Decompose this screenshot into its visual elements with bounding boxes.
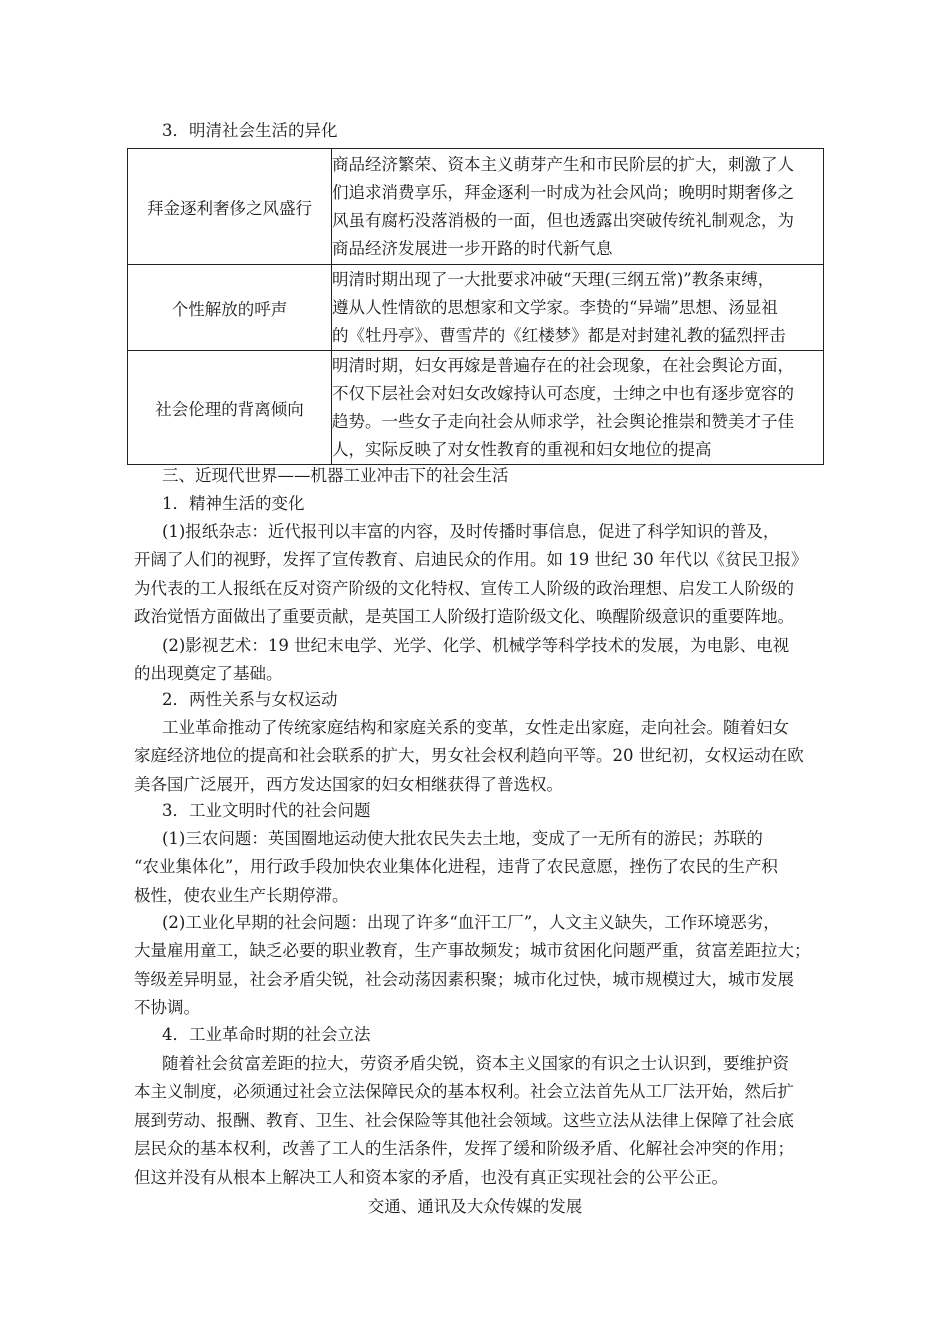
paragraph-line: 但这并没有从根本上解决工人和资本家的矛盾，也没有真正实现社会的公平公正。 bbox=[134, 1167, 728, 1187]
paragraph-industrialization bbox=[134, 909, 824, 1023]
table-row-content bbox=[332, 149, 824, 265]
table-line: 风虽有腐朽没落消极的一面，但也透露出突破传统礼制观念，为 bbox=[332, 210, 794, 230]
paragraph-line: (2)影视艺术：19 世纪末电学、光学、化学、机械学等科学技术的发展，为电影、电视 bbox=[162, 636, 790, 655]
subsection-heading: 4．工业革命时期的社会立法 bbox=[162, 1025, 371, 1044]
table-row-label: 拜金逐利奢侈之风盛行 bbox=[128, 149, 332, 265]
paragraph-line: (1)报纸杂志：近代报刊以丰富的内容，及时传播时事信息，促进了科学知识的普及， bbox=[162, 522, 780, 541]
closing-title: 交通、通讯及大众传媒的发展 bbox=[367, 1197, 583, 1216]
paragraph-line: 极性，使农业生产长期停滞。 bbox=[134, 885, 349, 905]
table-line: 明清时期出现了一大批要求冲破“天理(三纲五常)”教条束缚， bbox=[332, 269, 775, 289]
table-line: 遵从人性情欲的思想家和文学家。李贽的“异端”思想、汤显祖 bbox=[332, 297, 778, 317]
table-line: 趋势。一些女子走向社会从师求学，社会舆论推崇和赞美才子佳 bbox=[332, 411, 794, 431]
table-line: 们追求消费享乐，拜金逐利一时成为社会风尚；晚明时期奢侈之 bbox=[332, 182, 794, 202]
paragraph-feminism bbox=[134, 714, 824, 799]
table-line: 商品经济发展进一步开路的时代新气息 bbox=[332, 238, 613, 258]
paragraph-line: 美各国广泛展开，西方发达国家的妇女相继获得了普选权。 bbox=[134, 774, 563, 794]
paragraph-line: 不协调。 bbox=[134, 998, 200, 1018]
paragraph-line: 的出现奠定了基础。 bbox=[134, 664, 283, 684]
table-line: 的《牡丹亭》、曹雪芹的《红楼梦》都是对封建礼教的猛烈抨击 bbox=[332, 325, 786, 345]
subsection-heading: 2．两性关系与女权运动 bbox=[162, 690, 338, 709]
paragraph-legislation bbox=[134, 1050, 824, 1192]
paragraph-film bbox=[134, 632, 824, 689]
paragraph-newspapers bbox=[134, 518, 824, 632]
paragraph-line: (2)工业化早期的社会问题：出现了许多“血汗工厂”，人文主义缺失，工作环境恶劣， bbox=[162, 913, 780, 932]
paragraph-line: 工业革命推动了传统家庭结构和家庭关系的变革，女性走出家庭，走向社会。随着妇女 bbox=[162, 718, 789, 737]
section-heading: 3．明清社会生活的异化 bbox=[162, 121, 338, 140]
paragraph-line: “农业集体化”，用行政手段加快农业集体化进程，违背了农民意愿，挫伤了农民的生产积 bbox=[134, 857, 778, 877]
table-line: 明清时期，妇女再嫁是普遍存在的社会现象，在社会舆论方面， bbox=[332, 355, 794, 375]
paragraph-agriculture bbox=[134, 825, 824, 910]
subsection-heading: 1．精神生活的变化 bbox=[162, 494, 305, 513]
table-line: 商品经济繁荣、资本主义萌芽产生和市民阶层的扩大，刺激了人 bbox=[332, 154, 794, 174]
paragraph-line: 政治觉悟方面做出了重要贡献，是英国工人阶级打造阶级文化、唤醒阶级意识的重要阵地。 bbox=[134, 607, 794, 627]
subsection-heading: 3．工业文明时代的社会问题 bbox=[162, 801, 371, 820]
paragraph-line: 为代表的工人报纸在反对资产阶级的文化特权、宣传工人阶级的政治理想、启发工人阶级的 bbox=[134, 578, 794, 598]
paragraph-line: 大量雇用童工，缺乏必要的职业教育，生产事故频发；城市贫困化问题严重，贫富差距拉大； bbox=[134, 941, 811, 961]
paragraph-line: 层民众的基本权利，改善了工人的生活条件，发挥了缓和阶级矛盾、化解社会冲突的作用； bbox=[134, 1139, 794, 1159]
paragraph-line: (1)三农问题：英国圈地运动使大批农民失去土地，变成了一无所有的游民；苏联的 bbox=[162, 829, 763, 848]
table-row bbox=[128, 149, 824, 265]
social-life-table bbox=[127, 148, 824, 465]
table-row-content bbox=[332, 351, 824, 465]
paragraph-line: 随着社会贫富差距的拉大，劳资矛盾尖锐，资本主义国家的有识之士认识到，要维护资 bbox=[162, 1054, 789, 1073]
paragraph-line: 家庭经济地位的提高和社会联系的扩大，男女社会权利趋向平等。20 世纪初，女权运动在欧 bbox=[134, 746, 804, 766]
table-row bbox=[128, 351, 824, 465]
table-row-content bbox=[332, 265, 824, 351]
paragraph-line: 等级差异明显，社会矛盾尖锐，社会动荡因素积聚；城市化过快，城市规模过大，城市发展 bbox=[134, 969, 794, 989]
table-row bbox=[128, 265, 824, 351]
table-row-label: 社会伦理的背离倾向 bbox=[128, 351, 332, 465]
paragraph-line: 本主义制度，必须通过社会立法保障民众的基本权利。社会立法首先从工厂法开始，然后扩 bbox=[134, 1082, 794, 1102]
paragraph-line: 展到劳动、报酬、教育、卫生、社会保险等其他社会领域。这些立法从法律上保障了社会底 bbox=[134, 1110, 794, 1130]
part-heading: 三、近现代世界——机器工业冲击下的社会生活 bbox=[162, 466, 509, 485]
paragraph-line: 开阔了人们的视野，发挥了宣传教育、启迪民众的作用。如 19 世纪 30 年代以《贫民卫报》 bbox=[134, 550, 808, 570]
table-row-label: 个性解放的呼声 bbox=[128, 265, 332, 351]
table-line: 不仅下层社会对妇女改嫁持认可态度，士绅之中也有逐步宽容的 bbox=[332, 383, 794, 403]
table-line: 人，实际反映了对女性教育的重视和妇女地位的提高 bbox=[332, 439, 712, 459]
